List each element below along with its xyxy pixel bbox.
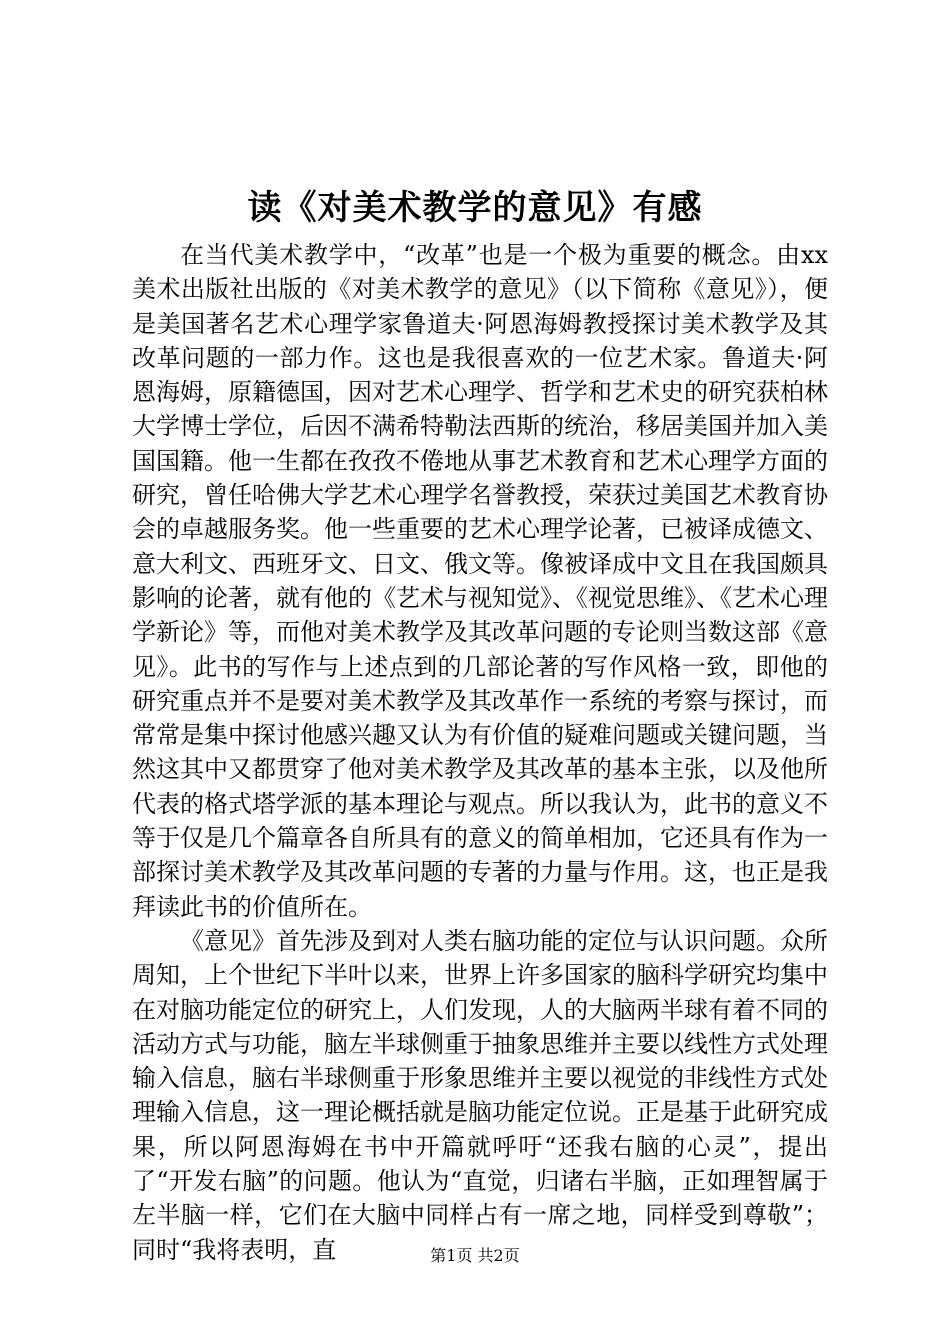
document-body — [132, 238, 828, 1267]
page-footer: 第1页 共2页 — [430, 1246, 520, 1265]
paragraph-1: 在当代美术教学中，“改革”也是一个极为重要的概念。由xx美术出版社出版的《对美术教学的意见》（以下简称《意见》），便是美国著名艺术心理学家鲁道夫·阿恩海姆教授探讨美术教学及其改革问题的一部力作。这也是我很喜欢的一位艺术家。鲁道夫·阿恩海姆，原籍德国，因对艺术心理学、哲学和艺术史的研究获柏林大学博士学位，后因不满希特勒法西斯的统治，移居美国并加入美国国籍。他一生都在孜孜不倦地从事艺术教育和艺术心理学方面的研究，曾任哈佛大学艺术心理学名誉教授，荣获过美国艺术教育协会的卓越服务奖。他一些重要的艺术心理学论著，已被译成德文、意大利文、西班牙文、日文、俄文等。像被译成中文且在我国颇具影响的论著，就有他的《艺术与视知觉》、《视觉思维》、《艺术心理学新论》等，而他对美术教学及其改革问题的专论则当数这部《意见》。此书的写作与上述点到的几部论著的写作风格一致，即他的研究重点并不是要对美术教学及其改革作一系统的考察与探讨，而常常是集中探讨他感兴趣又认为有价值的疑难问题或关键问题，当然这其中又都贯穿了他对美术教学及其改革的基本主张，以及他所代表的格式塔学派的基本理论与观点。所以我认为，此书的意义不等于仅是几个篇章各自所具有的意义的简单相加，它还具有作为一部探讨美术教学及其改革问题的专著的力量与作用。这，也正是我拜读此书的价值所在。 — [132, 241, 828, 921]
paragraph-2: 《意见》首先涉及到对人类右脑功能的定位与认识问题。众所周知，上个世纪下半叶以来，世界上许多国家的脑科学研究均集中在对脑功能定位的研究上，人们发现，人的大脑两半球有着不同的活动方式与功能，脑左半球侧重于抽象思维并主要以线性方式处理输入信息，脑右半球侧重于形象思维并主要以视觉的非线性方式处理输入信息，这一理论概括就是脑功能定位说。正是基于此研究成果，所以阿恩海姆在书中开篇就呼吁“还我右脑的心灵”，提出了“开发右脑”的问题。他认为“直觉，归诸右半脑，正如理智属于左半脑一样，它们在大脑中同样占有一席之地，同样受到尊敬”；同时“我将表明，直 — [132, 926, 828, 1264]
document-title: 读《对美术教学的意见》有感 — [247, 188, 703, 228]
